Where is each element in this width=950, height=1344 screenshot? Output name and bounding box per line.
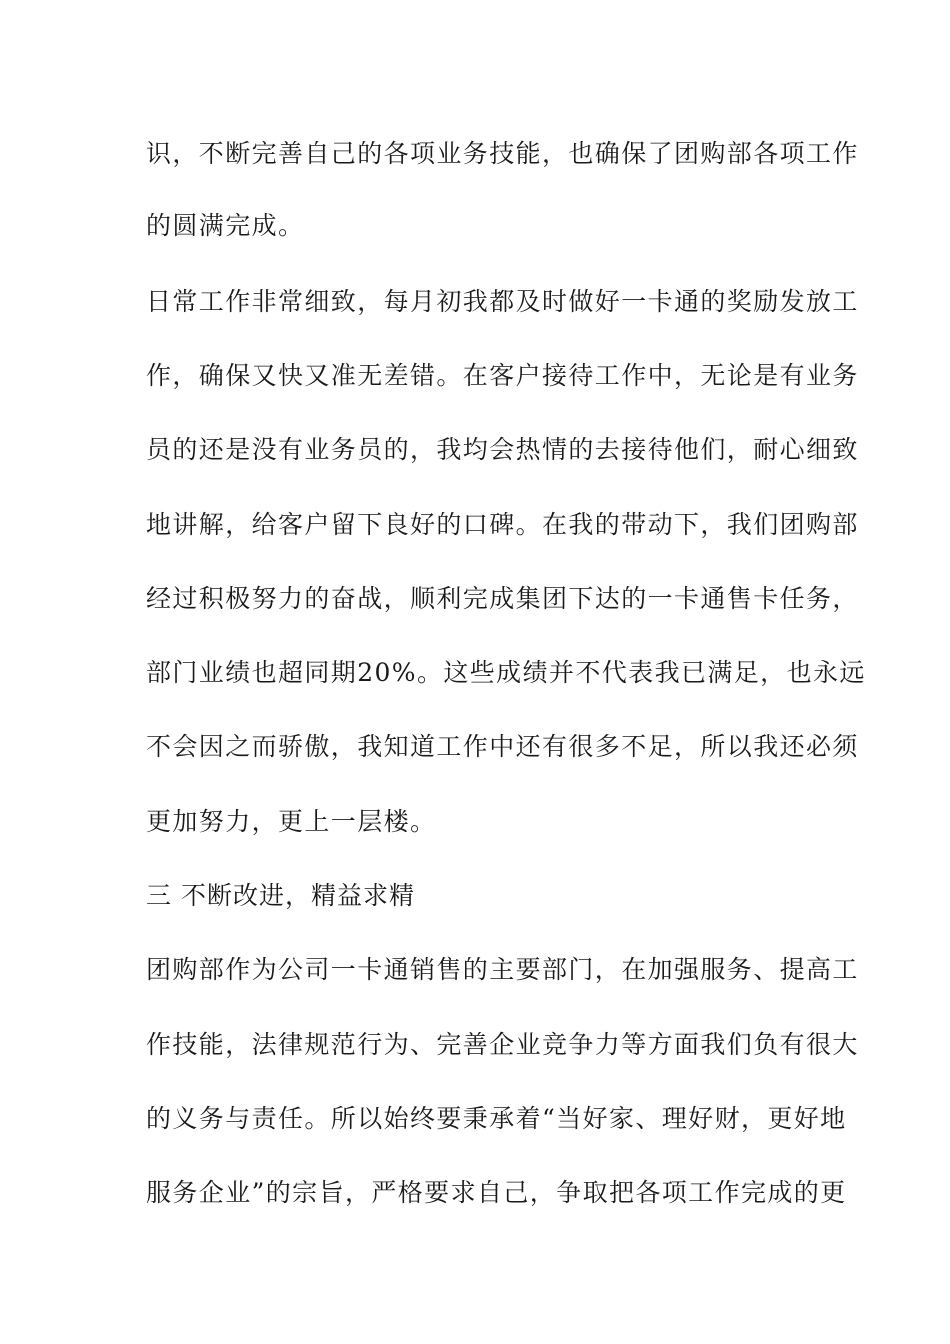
paragraph-line: 团购部作为公司一卡通销售的主要部门，在加强服务、提高工 bbox=[146, 955, 859, 984]
paragraph-line: 的圆满完成。 bbox=[146, 211, 305, 240]
section-heading: 三 不断改进，精益求精 bbox=[146, 881, 415, 910]
paragraph-line: 的义务与责任。所以始终要秉承着“当好家、理好财，更好地 bbox=[146, 1104, 847, 1133]
paragraph-line: 识，不断完善自己的各项业务技能，也确保了团购部各项工作 bbox=[146, 139, 859, 168]
paragraph-line: 不会因之而骄傲，我知道工作中还有很多不足，所以我还必须 bbox=[146, 732, 859, 761]
paragraph-line: 服务企业”的宗旨，严格要求自己，争取把各项工作完成的更 bbox=[146, 1178, 847, 1207]
paragraph-line: 地讲解，给客户留下良好的口碑。在我的带动下，我们团购部 bbox=[146, 510, 859, 539]
paragraph-line: 员的还是没有业务员的，我均会热情的去接待他们，耐心细致 bbox=[146, 435, 859, 464]
paragraph-line: 经过积极努力的奋战，顺利完成集团下达的一卡通售卡任务， bbox=[146, 584, 859, 613]
paragraph-line: 更加努力，更上一层楼。 bbox=[146, 807, 437, 836]
paragraph-line: 日常工作非常细致，每月初我都及时做好一卡通的奖励发放工 bbox=[146, 287, 859, 316]
paragraph-line: 作，确保又快又准无差错。在客户接待工作中，无论是有业务 bbox=[146, 361, 859, 390]
paragraph-line: 作技能，法律规范行为、完善企业竞争力等方面我们负有很大 bbox=[146, 1030, 859, 1059]
paragraph-line: 部门业绩也超同期20%。这些成绩并不代表我已满足，也永远 bbox=[146, 658, 866, 687]
